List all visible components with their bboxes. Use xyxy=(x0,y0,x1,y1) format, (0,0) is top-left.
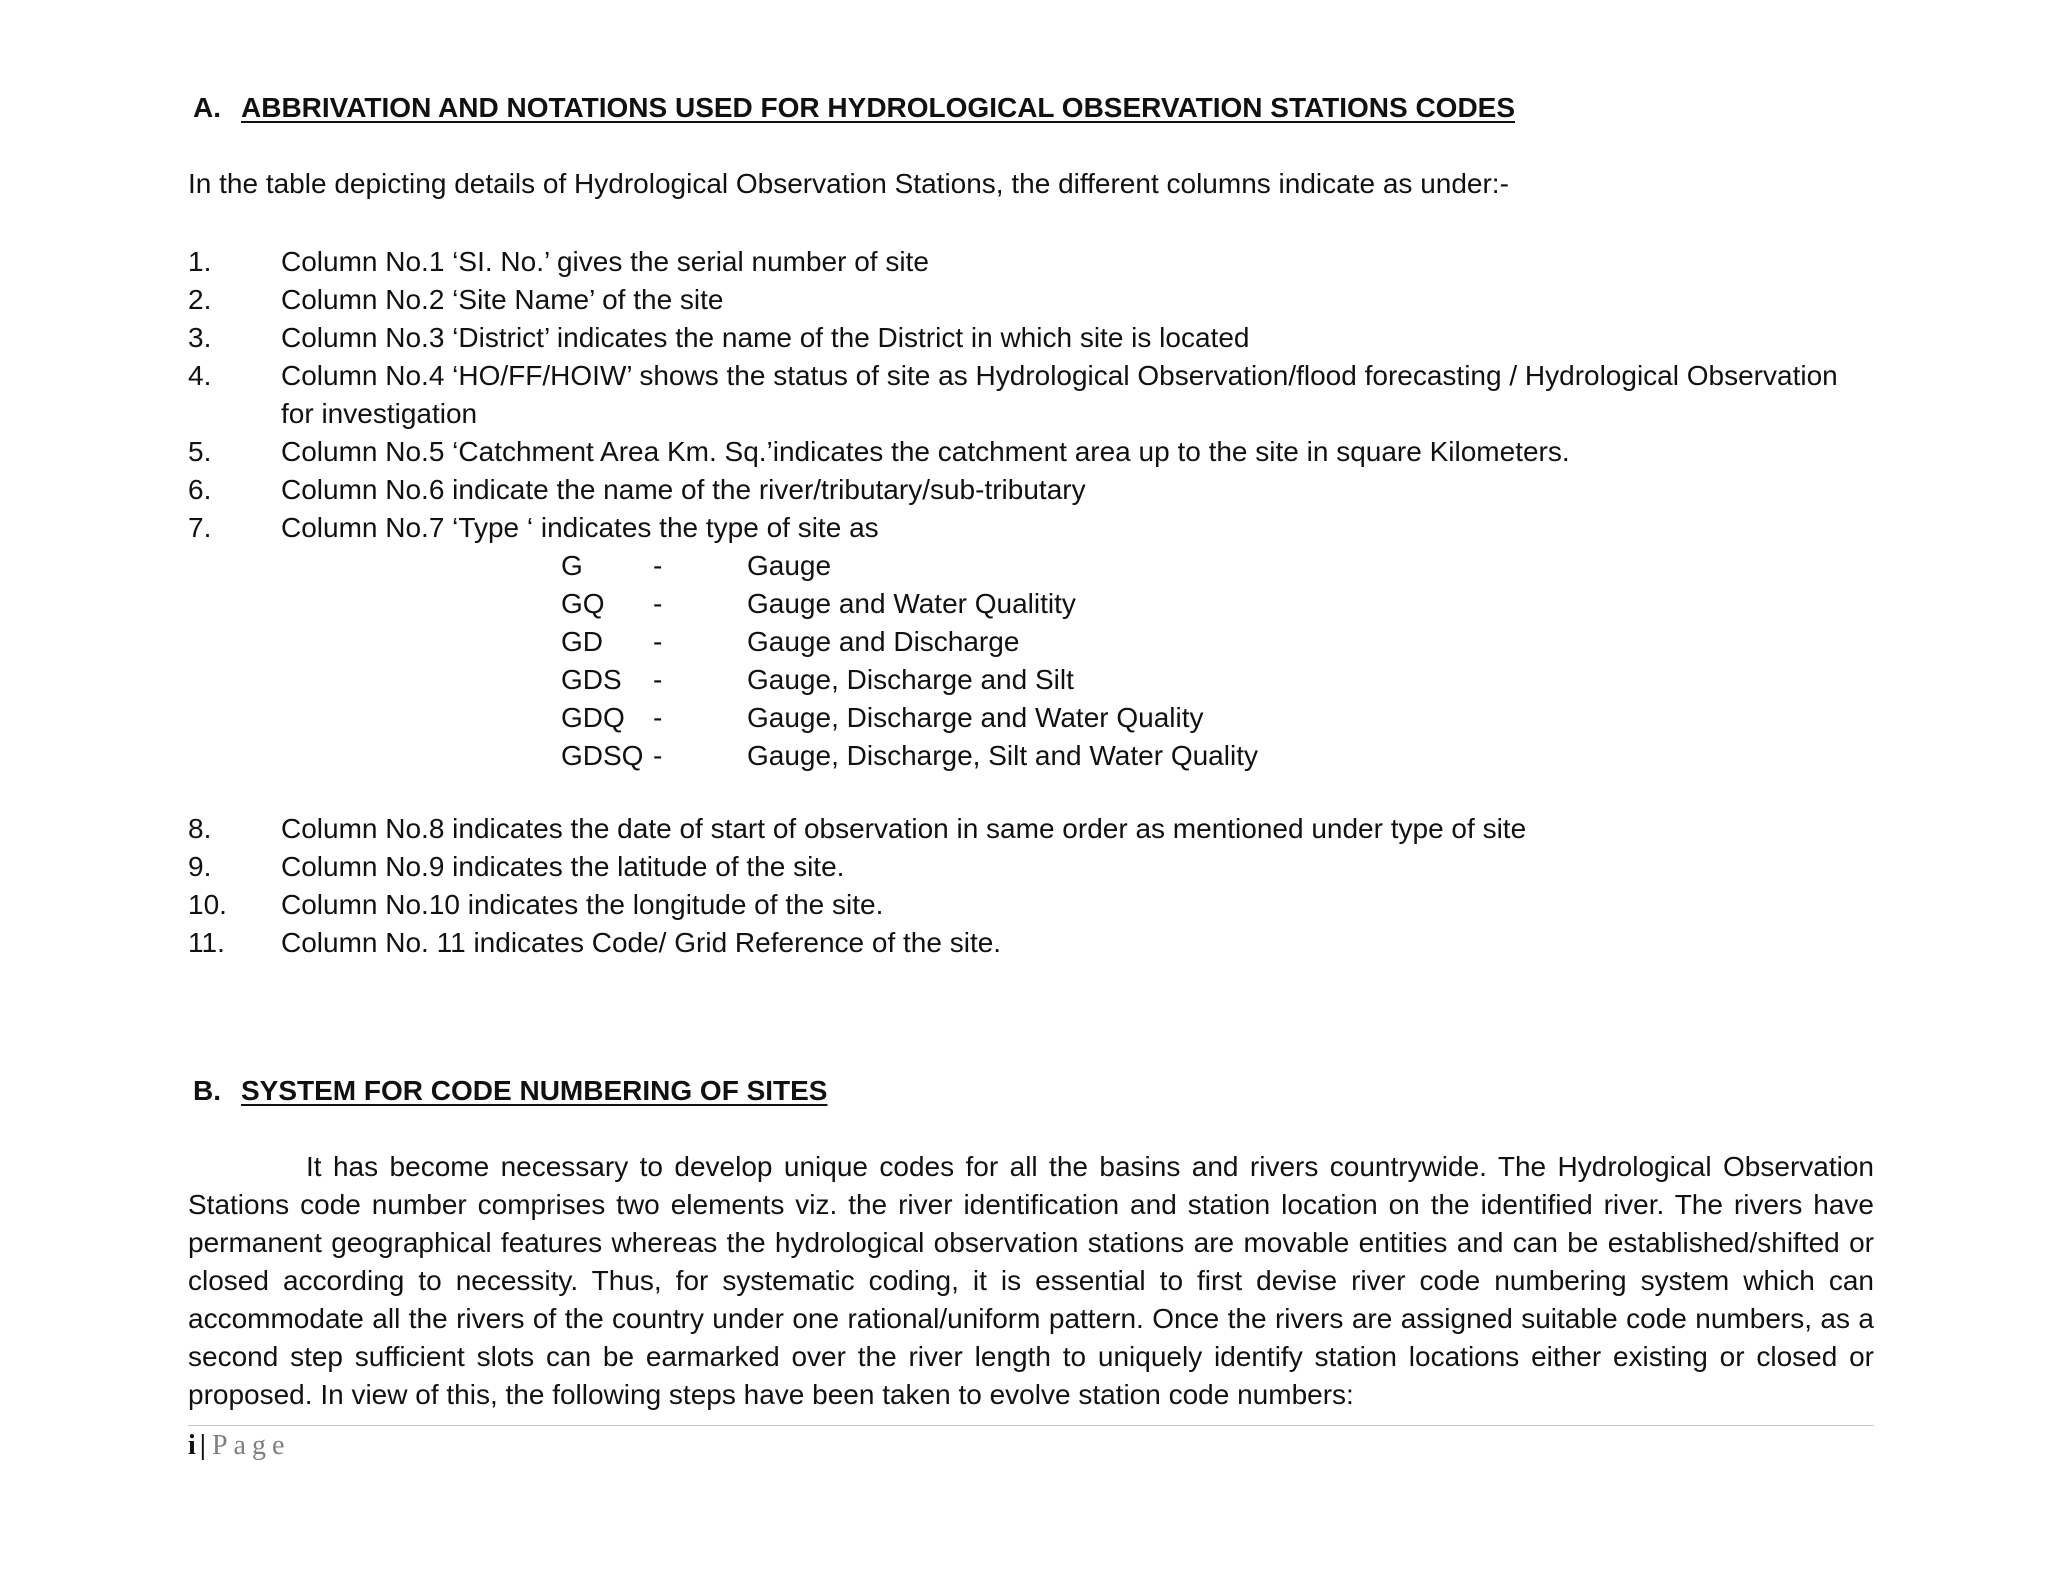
list-item-text: Column No.8 indicates the date of start of observation in same order as mentioned under type of site xyxy=(281,813,1527,844)
section-a-title: ABBRIVATION AND NOTATIONS USED FOR HYDROLOGICAL OBSERVATION STATIONS CODES xyxy=(241,92,1516,123)
column-list xyxy=(188,243,1874,547)
list-item-number: 8. xyxy=(188,813,212,844)
list-item-number: 2. xyxy=(188,284,212,315)
list-item-number: 7. xyxy=(188,512,212,543)
list-item-text: Column No.7 ‘Type ‘ indicates the type of site as xyxy=(281,512,879,543)
site-type-row xyxy=(561,737,1258,775)
list-item-number: 1. xyxy=(188,246,212,277)
site-type-description: Gauge, Discharge, Silt and Water Quality xyxy=(747,740,1258,771)
section-b-title: SYSTEM FOR CODE NUMBERING OF SITES xyxy=(241,1075,828,1106)
site-type-legend xyxy=(561,547,1258,775)
list-item-number: 5. xyxy=(188,436,212,467)
site-type-description: Gauge xyxy=(747,550,832,581)
list-item-number: 10. xyxy=(188,889,227,920)
list-item-number: 6. xyxy=(188,474,212,505)
site-type-row xyxy=(561,661,1258,699)
section-a-letter: A. xyxy=(193,92,221,123)
list-item-text: Column No.9 indicates the latitude of the site. xyxy=(281,851,845,882)
list-item xyxy=(188,243,1874,281)
list-item xyxy=(188,886,1874,924)
list-item xyxy=(188,810,1874,848)
list-item-text: Column No.3 ‘District’ indicates the name of the District in which site is located xyxy=(281,322,1250,353)
site-type-row xyxy=(561,699,1258,737)
site-type-code: GDS xyxy=(561,664,622,695)
list-item xyxy=(188,471,1874,509)
site-type-row xyxy=(561,585,1258,623)
list-item xyxy=(188,281,1874,319)
site-type-dash: - xyxy=(653,588,663,619)
site-type-code: GDQ xyxy=(561,702,625,733)
list-item-text: Column No.10 indicates the longitude of the site. xyxy=(281,889,884,920)
site-type-dash: - xyxy=(653,626,663,657)
site-type-code: G xyxy=(561,550,583,581)
site-type-row xyxy=(561,547,1258,585)
site-type-code: GD xyxy=(561,626,603,657)
list-item-text: Column No.6 indicate the name of the river/tributary/sub-tributary xyxy=(281,474,1086,505)
list-item xyxy=(188,509,1874,547)
list-item-text: Column No.2 ‘Site Name’ of the site xyxy=(281,284,724,315)
page-number: i xyxy=(188,1430,196,1461)
section-a-intro: In the table depicting details of Hydrological Observation Stations, the different columns indicate as under:- xyxy=(188,168,1509,199)
section-b-heading xyxy=(193,1075,827,1107)
section-b-letter: B. xyxy=(193,1075,221,1106)
list-item xyxy=(188,357,1874,433)
site-type-row xyxy=(561,623,1258,661)
list-item xyxy=(188,848,1874,886)
site-type-description: Gauge, Discharge and Silt xyxy=(747,664,1074,695)
site-type-dash: - xyxy=(653,550,663,581)
footer-separator: | xyxy=(199,1430,206,1461)
site-type-dash: - xyxy=(653,740,663,771)
list-item-text: Column No. 11 indicates Code/ Grid Reference of the site. xyxy=(281,927,1002,958)
list-item xyxy=(188,924,1874,962)
list-item-number: 3. xyxy=(188,322,212,353)
section-a-heading xyxy=(193,92,1515,124)
page-label: Page xyxy=(211,1430,291,1461)
list-item xyxy=(188,433,1874,471)
site-type-description: Gauge, Discharge and Water Quality xyxy=(747,702,1204,733)
column-list-continued xyxy=(188,810,1874,962)
section-b-paragraph: It has become necessary to develop unique codes for all the basins and rivers countrywide. The Hydrological Observation Stations code number comprises two elements viz. the river identification and station location on the identified river. The rivers have permanent geographical features whereas the hydrological observation stations are movable entities and can be established/shifted or closed according to necessity. Thus, for systematic coding, it is essential to first devise river code numbering system which can accommodate all the rivers of the country under one rational/uniform pattern. Once the rivers are assigned suitable code numbers, as a second step sufficient slots can be earmarked over the river length to uniquely identify station locations either existing or closed or proposed. In view of this, the following steps have been taken to evolve station code numbers: xyxy=(188,1151,1874,1410)
site-type-description: Gauge and Water Qualitity xyxy=(747,588,1076,619)
list-item-number: 11. xyxy=(188,927,225,958)
list-item-text: Column No.4 ‘HO/FF/HOIW’ shows the status of site as Hydrological Observation/flood forecasting / Hydrological Observation for investigation xyxy=(281,360,1838,429)
site-type-code: GQ xyxy=(561,588,605,619)
list-item-text: Column No.1 ‘SI. No.’ gives the serial number of site xyxy=(281,246,929,277)
site-type-dash: - xyxy=(653,702,663,733)
site-type-description: Gauge and Discharge xyxy=(747,626,1020,657)
list-item-number: 9. xyxy=(188,851,212,882)
page-footer xyxy=(188,1430,290,1462)
list-item xyxy=(188,319,1874,357)
site-type-dash: - xyxy=(653,664,663,695)
list-item-number: 4. xyxy=(188,360,212,391)
list-item-text: Column No.5 ‘Catchment Area Km. Sq.’indicates the catchment area up to the site in square Kilometers. xyxy=(281,436,1570,467)
footer-divider xyxy=(188,1425,1874,1426)
site-type-code: GDSQ xyxy=(561,740,644,771)
